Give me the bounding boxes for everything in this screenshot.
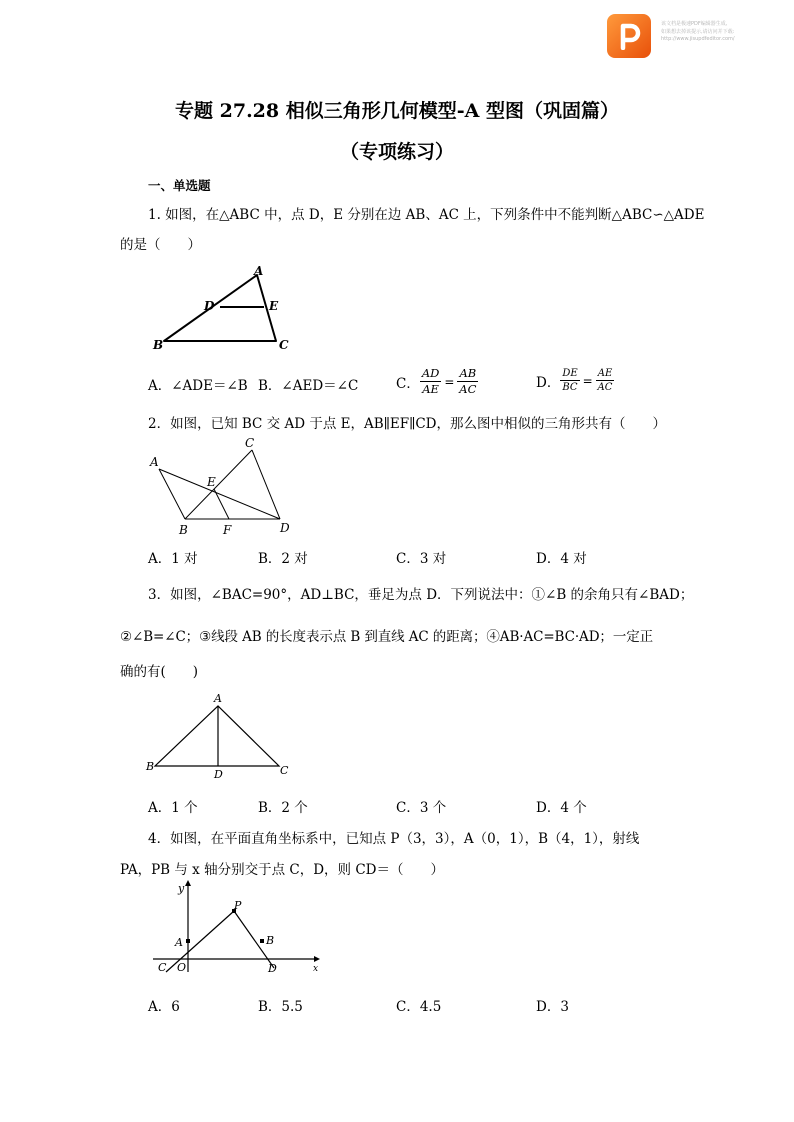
fraction-ab-ac [457, 366, 478, 397]
question-4-line-1: 4．如图，在平面直角坐标系中，已知点 P（3，3），A（0，1），B（4，1），射线 [148, 831, 640, 847]
pdf-editor-logo [607, 14, 651, 58]
q3-option-b: B．2 个 [258, 800, 308, 816]
numerator: DE [562, 368, 578, 379]
q4-option-b: B．5.5 [258, 999, 303, 1015]
label-p: P [234, 899, 242, 912]
equals-sign: = [582, 373, 593, 388]
question-1-figure [148, 262, 298, 354]
question-3-figure [142, 690, 292, 782]
label-f: F [223, 523, 232, 537]
label-b: B [179, 523, 188, 537]
label-d: D [204, 299, 215, 313]
label-a: A [214, 692, 222, 705]
label-d: D [280, 521, 290, 535]
y-axis-arrow [185, 880, 191, 886]
notice-line: http://www.jisupdfeditor.com/ [661, 36, 735, 42]
segment-bc [185, 450, 252, 519]
label-d: D [214, 768, 223, 781]
fraction-de-bc [560, 367, 579, 394]
question-2-figure [148, 434, 298, 538]
denominator: BC [562, 382, 578, 393]
label-x: x [313, 964, 319, 974]
question-3-line-2: ②∠B=∠C；③线段 AB 的长度表示点 B 到直线 AC 的距离；④AB·AC=BC·AD；一定正 [120, 629, 654, 645]
label-e: E [269, 299, 279, 313]
label-a: A [150, 455, 159, 469]
numerator: AB [459, 366, 477, 380]
q3-option-a: A．1 个 [148, 800, 198, 816]
q1-option-c-prefix: C． [396, 375, 420, 392]
label-b: B [153, 338, 164, 352]
label-c: C [158, 961, 167, 974]
denominator: AE [422, 382, 439, 396]
notice-line: 该文档是极速PDF编辑器生成, [661, 21, 728, 27]
notice-line: 如果想去掉该提示,请访问并下载: [661, 28, 735, 35]
q2-option-a: A．1 对 [148, 551, 198, 567]
q4-option-d: D．3 [536, 999, 569, 1015]
q1-option-d [536, 367, 614, 394]
point-a [186, 939, 190, 943]
q2-option-c: C．3 对 [396, 551, 447, 567]
segment-ad [159, 469, 280, 519]
question-3-line-3: 确的有( ) [120, 664, 199, 680]
q1-option-b: B．∠AED＝∠C [258, 378, 359, 394]
x-axis-arrow [314, 956, 320, 962]
fraction-ad-ae [420, 366, 442, 397]
section-title: 一、单选题 [148, 178, 211, 193]
label-e: E [207, 475, 216, 489]
triangle-abc [155, 706, 279, 766]
label-b: B [146, 760, 155, 773]
denominator: AC [597, 382, 613, 393]
numerator: AE [597, 368, 613, 379]
q1-option-a: A．∠ADE＝∠B [148, 378, 248, 394]
label-b: B [266, 934, 275, 947]
numerator: AD [421, 366, 440, 380]
question-1-line-1: 1. 如图，在△ABC 中，点 D，E 分别在边 AB、AC 上，下列条件中不能判断△ABC∽△ADE [148, 207, 705, 223]
q2-option-b: B．2 对 [258, 551, 308, 567]
q4-option-c: C．4.5 [396, 999, 442, 1015]
label-c: C [245, 436, 255, 450]
q3-option-d: D．4 个 [536, 800, 587, 816]
logo-p-icon [616, 22, 642, 50]
question-4-figure [148, 880, 328, 976]
label-d: D [268, 962, 277, 975]
question-1-line-2: 的是（ ） [120, 237, 201, 253]
editor-notice [661, 21, 771, 44]
denominator: AC [459, 382, 477, 396]
q2-option-d: D．4 对 [536, 551, 587, 567]
segment-ab [159, 469, 185, 519]
equals-sign: = [444, 374, 455, 389]
page-subtitle: （专项练习） [339, 141, 454, 163]
page-title: 专题 27.28 相似三角形几何模型-A 型图（巩固篇） [175, 100, 619, 122]
question-3-line-1: 3．如图，∠BAC=90°，AD⊥BC，垂足为点 D．下列说法中：①∠B 的余角只有∠BAD； [148, 587, 694, 603]
question-2-line-1: 2．如图，已知 BC 交 AD 于点 E，AB∥EF∥CD，那么图中相似的三角形共有（ ） [148, 416, 666, 432]
label-a: A [175, 936, 183, 949]
label-c: C [280, 764, 289, 777]
point-b [260, 939, 264, 943]
label-c: C [279, 338, 289, 352]
segment-ef [214, 489, 229, 519]
q1-option-c [396, 366, 478, 397]
question-4-line-2: PA，PB 与 x 轴分别交于点 C，D，则 CD＝（ ） [120, 862, 444, 878]
label-a: A [254, 264, 264, 278]
q3-option-c: C．3 个 [396, 800, 447, 816]
label-o: O [177, 961, 187, 974]
q4-option-a: A．6 [148, 999, 180, 1015]
fraction-ae-ac [596, 367, 615, 394]
label-y: y [178, 882, 185, 895]
q1-option-d-prefix: D． [536, 374, 561, 391]
